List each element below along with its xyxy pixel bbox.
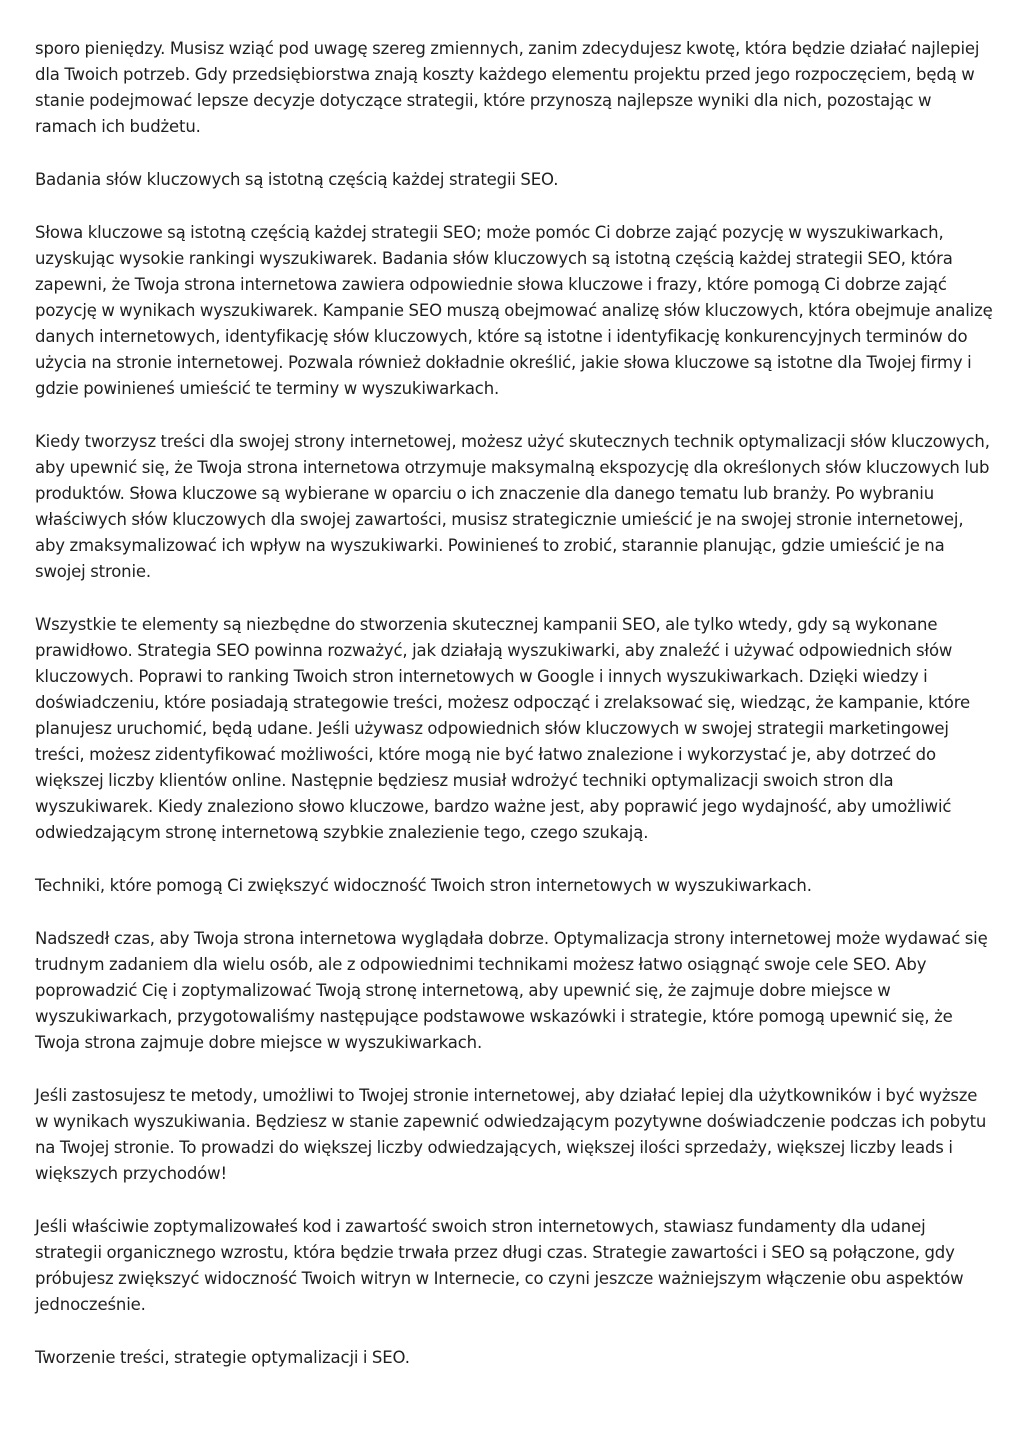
document-page	[35, 36, 993, 1398]
paragraph-seo-campaign: Wszystkie te elementy są niezbędne do stworzenia skutecznej kampanii SEO, ale tylko wtedy, gdy są wykonane prawidłowo. Strategia SEO powinna rozważyć, jak działają wyszukiwarki, aby znaleźć i używać odpowiednich słów kluczowych. Poprawi to ranking Twoich stron internetowych w Google i innych wyszukiwarkach. Dzięki wiedzy i doświadczeniu, które posiadają strategowie treści, możesz odpocząć i zrelaksować się, wiedząc, że kampanie, które planujesz uruchomić, będą udane. Jeśli używasz odpowiednich słów kluczowych w swojej strategii marketingowej treści, możesz zidentyfikować możliwości, które mogą nie być łatwo znalezione i wykorzystać je, aby dotrzeć do większej liczby klientów online. Następnie będziesz musiał wdrożyć techniki optymalizacji swoich stron dla wyszukiwarek. Kiedy znaleziono słowo kluczowe, bardzo ważne jest, aby poprawić jego wydajność, aby umożliwić odwiedzającym stronę internetową szybkie znalezienie tego, czego szukają.	[35, 615, 971, 842]
paragraph-intro-budget: sporo pieniędzy. Musisz wziąć pod uwagę szereg zmiennych, zanim zdecydujesz kwotę, która będzie działać najlepiej dla Twoich potrzeb. Gdy przedsiębiorstwa znają koszty każdego elementu projektu przed jego rozpoczęciem, będą w stanie podejmować lepsze decyzje dotyczące strategii, które przynoszą najlepsze wyniki dla nich, pozostając w ramach ich budżetu.	[35, 39, 980, 136]
paragraph-methods-benefits: Jeśli zastosujesz te metody, umożliwi to Twojej stronie internetowej, aby działać lepiej dla użytkowników i być wyższe w wynikach wyszukiwania. Będziesz w stanie zapewnić odwiedzającym pozytywne doświadczenie podczas ich pobytu na Twojej stronie. To prowadzi do większej liczby odwiedzających, większej ilości sprzedaży, większej liczby leads i większych przychodów!	[35, 1086, 987, 1183]
paragraph-organic-growth: Jeśli właściwie zoptymalizowałeś kod i zawartość swoich stron internetowych, stawiasz fundamenty dla udanej strategii organicznego wzrostu, która będzie trwała przez długi czas. Strategie zawartości i SEO są połączone, gdy próbujesz zwiększyć widoczność Twoich witryn w Internecie, co czyni jeszcze ważniejszym włączenie obu aspektów jednocześnie.	[35, 1217, 964, 1314]
paragraph-keywords-importance: Słowa kluczowe są istotną częścią każdej strategii SEO; może pomóc Ci dobrze zająć pozycję w wyszukiwarkach, uzyskując wysokie rankingi wyszukiwarek. Badania słów kluczowych są istotną częścią każdej strategii SEO, która zapewni, że Twoja strona internetowa zawiera odpowiednie słowa kluczowe i frazy, które pomogą Ci dobrze zająć pozycję w wynikach wyszukiwarek. Kampanie SEO muszą obejmować analizę słów kluczowych, która obejmuje analizę danych internetowych, identyfikację słów kluczowych, które są istotne i identyfikację konkurencyjnych terminów do użycia na stronie internetowej. Pozwala również dokładnie określić, jakie słowa kluczowe są istotne dla Twojej firmy i gdzie powinieneś umieścić te terminy w wyszukiwarkach.	[35, 223, 993, 398]
paragraph-heading-content-creation: Tworzenie treści, strategie optymalizacji i SEO.	[35, 1348, 410, 1367]
paragraph-heading-visibility-techniques: Techniki, które pomogą Ci zwiększyć widoczność Twoich stron internetowych w wyszukiwarkach.	[35, 876, 812, 895]
paragraph-content-optimization: Kiedy tworzysz treści dla swojej strony internetowej, możesz użyć skutecznych technik optymalizacji słów kluczowych, aby upewnić się, że Twoja strona internetowa otrzymuje maksymalną ekspozycję dla określonych słów kluczowych lub produktów. Słowa kluczowe są wybierane w oparciu o ich znaczenie dla danego tematu lub branży. Po wybraniu właściwych słów kluczowych dla swojej zawartości, musisz strategicznie umieścić je na swojej stronie internetowej, aby zmaksymalizować ich wpływ na wyszukiwarki. Powinieneś to zrobić, starannie planując, gdzie umieścić je na swojej stronie.	[35, 432, 990, 581]
paragraph-website-optimization: Nadszedł czas, aby Twoja strona internetowa wyglądała dobrze. Optymalizacja strony internetowej może wydawać się trudnym zadaniem dla wielu osób, ale z odpowiednimi technikami możesz łatwo osiągnąć swoje cele SEO. Aby poprowadzić Cię i zoptymalizować Twoją stronę internetową, aby upewnić się, że zajmuje dobre miejsce w wyszukiwarkach, przygotowaliśmy następujące podstawowe wskazówki i strategie, które pomogą upewnić się, że Twoja strona zajmuje dobre miejsce w wyszukiwarkach.	[35, 929, 988, 1052]
paragraph-heading-keyword-research: Badania słów kluczowych są istotną częścią każdej strategii SEO.	[35, 170, 559, 189]
